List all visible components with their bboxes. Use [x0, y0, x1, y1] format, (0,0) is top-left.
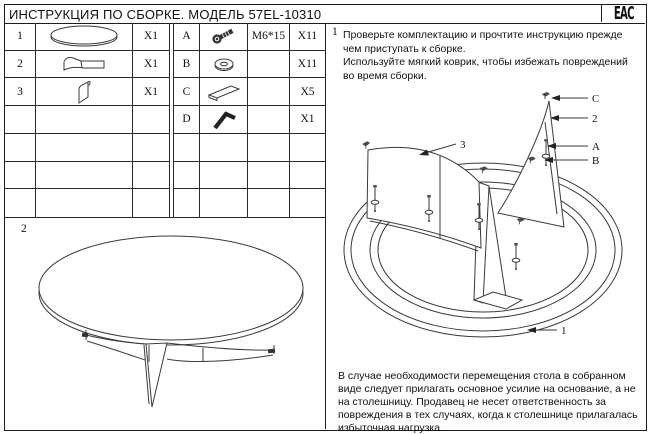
part-number: 1	[5, 23, 36, 51]
part-number: 3	[5, 78, 36, 106]
hardware-qty: X11	[290, 23, 325, 51]
empty-cell	[133, 106, 170, 134]
hardware-letter: C	[174, 78, 200, 106]
part-number: 2	[5, 51, 36, 79]
part-number	[5, 106, 36, 134]
callout-2: 2	[592, 113, 598, 125]
callout-3: 3	[460, 139, 466, 151]
hardware-spec	[248, 51, 290, 79]
assembled-table-diagram	[5, 218, 325, 429]
callout-1: 1	[561, 325, 567, 337]
tabletop	[39, 236, 303, 345]
hex-key-icon	[200, 106, 248, 134]
empty-cell	[36, 106, 133, 134]
step1-instructions	[343, 29, 641, 83]
round-tabletop-icon	[36, 23, 133, 51]
panel-3	[367, 147, 481, 251]
hardware-spec	[248, 106, 290, 134]
left-column	[5, 23, 326, 429]
hardware-qty: X5	[290, 78, 325, 106]
hardware-qty: X11	[290, 51, 325, 79]
step1-line2: Используйте мягкий коврик, чтобы избежать повреждений во время сборки.	[343, 56, 628, 82]
callout-b: B	[592, 155, 600, 167]
washer-icon	[200, 51, 248, 79]
part-qty: X1	[133, 78, 170, 106]
hardware-letter: A	[174, 23, 200, 51]
hardware-qty: X1	[290, 106, 325, 134]
step1-number: 1	[332, 26, 338, 38]
step2-number: 2	[21, 223, 27, 235]
table-base	[82, 330, 275, 407]
connecting-plate-icon	[200, 78, 248, 106]
eac-logo: EAC	[613, 5, 634, 22]
parts-table	[5, 23, 325, 217]
callout-c: C	[592, 93, 600, 105]
page-title: ИНСТРУКЦИЯ ПО СБОРКЕ. МОДЕЛЬ 57EL-10310	[9, 7, 322, 22]
right-column	[326, 23, 645, 434]
step1-line1: Проверьте комплектацию и прочтите инструкцию прежде чем приступать к сборке.	[343, 29, 623, 55]
side-base-panel-icon	[36, 78, 133, 106]
bolt-icon	[200, 23, 248, 51]
hardware-letter: D	[174, 106, 200, 134]
assembly-diagram	[326, 82, 645, 394]
warning-text: В случае необходимости перемещения стола в собранном виде следует прилагать основное усилие на основание, а не на столешницу. Продавец не несет ответственность за повреждения в тех случаях, когда к столешнице прилагалась избыточная нагрузка.	[338, 370, 638, 434]
curved-base-panel-icon	[36, 51, 133, 79]
eac-certification-box	[601, 5, 645, 22]
callout-a: A	[592, 141, 600, 153]
assembled-table-section	[5, 217, 325, 430]
title-bar	[5, 5, 645, 24]
hardware-spec: M6*15	[248, 23, 290, 51]
hardware-spec	[248, 78, 290, 106]
hardware-letter: B	[174, 51, 200, 79]
part-qty: X1	[133, 51, 170, 79]
part-qty: X1	[133, 23, 170, 51]
